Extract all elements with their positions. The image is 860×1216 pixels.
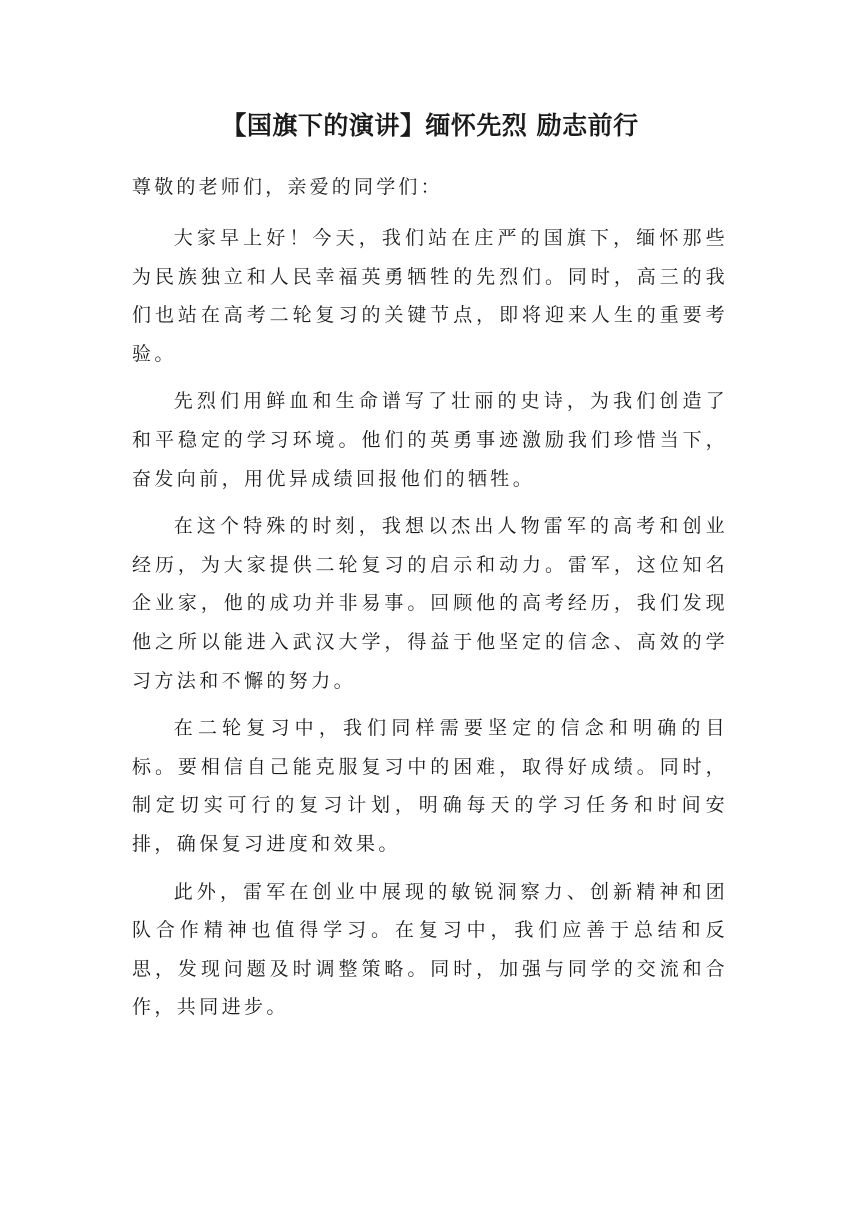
paragraph-teamwork: 此外，雷军在创业中展现的敏锐洞察力、创新精神和团队合作精神也值得学习。在复习中，我们应善于总结和反思，发现问题及时调整策略。同时，加强与同学的交流和合作，共同进步。 xyxy=(132,880,728,1019)
document-body xyxy=(132,168,728,1036)
salutation: 尊敬的老师们，亲爱的同学们： xyxy=(132,176,443,198)
paragraph-martyrs: 先烈们用鲜血和生命谱写了壮丽的史诗，为我们创造了和平稳定的学习环境。他们的英勇事迹激励我们珍惜当下，奋发向前，用优异成绩回报他们的牺牲。 xyxy=(132,390,728,490)
document-title: 【国旗下的演讲】缅怀先烈 励志前行 xyxy=(221,111,639,140)
paragraph-greeting: 大家早上好！今天，我们站在庄严的国旗下，缅怀那些为民族独立和人民幸福英勇牺牲的先烈们。同时，高三的我们也站在高考二轮复习的关键节点，即将迎来人生的重要考验。 xyxy=(132,227,728,365)
paragraph-review-goals: 在二轮复习中，我们同样需要坚定的信念和明确的目标。要相信自己能克服复习中的困难，取得好成绩。同时，制定切实可行的复习计划，明确每天的学习任务和时间安排，确保复习进度和效果。 xyxy=(132,717,728,855)
paragraph-leijun-example: 在这个特殊的时刻，我想以杰出人物雷军的高考和创业经历，为大家提供二轮复习的启示和动力。雷军，这位知名企业家，他的成功并非易事。回顾他的高考经历，我们发现他之所以能进入武汉大学，得益于他坚定的信念、高效的学习方法和不懈的努力。 xyxy=(132,515,728,692)
